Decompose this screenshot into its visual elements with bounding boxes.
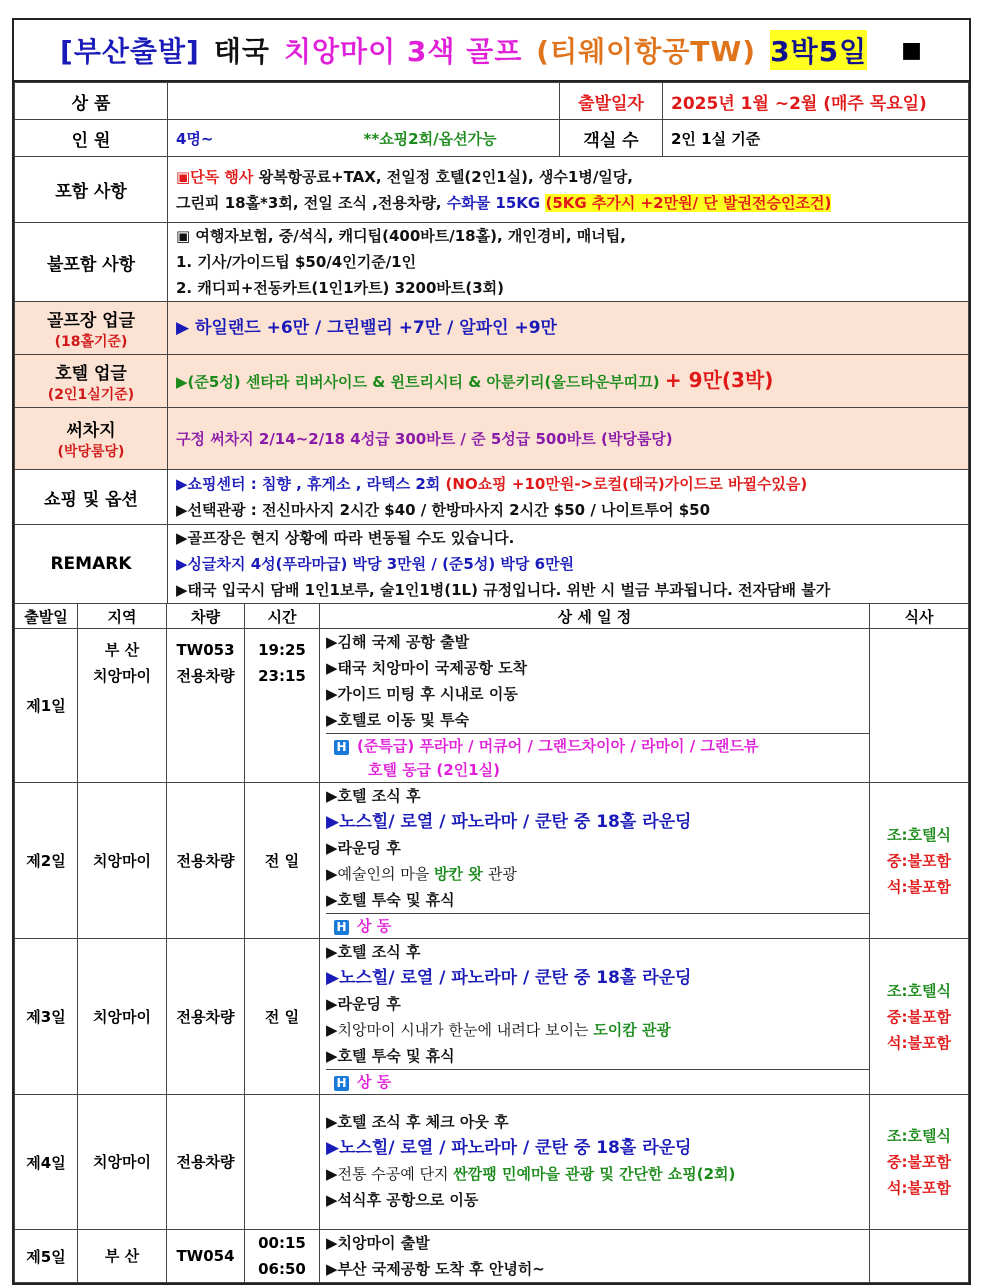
- day-label: 제5일: [15, 1230, 78, 1283]
- product-label: 상 품: [15, 83, 168, 120]
- text-line: [326, 1135, 869, 1161]
- time-cell-line: 전 일: [264, 1007, 300, 1026]
- schedule-detail: [320, 629, 870, 783]
- day-row: [15, 783, 969, 939]
- text-line: [326, 1256, 869, 1282]
- surcharge-label: [15, 408, 168, 470]
- text-segment: 구정 써차지 2/14~2/18 4성급 300바트 / 준 5성급 500바트 (박당룸당): [176, 429, 673, 448]
- text-line: [326, 939, 869, 965]
- text-line: [326, 1043, 869, 1069]
- region-cell-line: 부 산: [104, 641, 140, 659]
- time-cell: [245, 1230, 320, 1283]
- meal-item: 석:불포함: [887, 1033, 951, 1052]
- text-line: [326, 835, 869, 861]
- shopping-value: [168, 470, 969, 525]
- text-segment: 3박5일: [770, 30, 867, 70]
- text-segment: ▣ 여행자보험, 중/석식, 캐디팁(400바트/18홀), 개인경비, 매너팁,: [176, 227, 626, 245]
- hotel-line: [334, 734, 869, 758]
- text-segment: 관광: [487, 865, 517, 883]
- time-cell: [245, 1095, 320, 1230]
- day-label: 제3일: [15, 939, 78, 1095]
- info-table-2: [14, 156, 969, 604]
- itinerary-table: [14, 603, 969, 1283]
- time-cell-line: 06:50: [258, 1260, 306, 1278]
- text-line: [176, 164, 960, 190]
- day-label: 제4일: [15, 1095, 78, 1230]
- vehicle-cell: [167, 629, 245, 783]
- text-segment: ▶가이드 미팅 후 시내로 이동: [326, 685, 518, 703]
- schedule-detail: [320, 1230, 870, 1283]
- remark-label: REMARK: [15, 525, 168, 604]
- day-label: 제1일: [15, 629, 78, 783]
- region-cell: [78, 783, 167, 939]
- text-line: [326, 629, 869, 655]
- title-text: [60, 30, 867, 70]
- text-segment: ▶예술인의 마을: [326, 865, 435, 883]
- meal-item: 조:호텔식: [887, 1127, 951, 1145]
- text-line: [326, 1161, 869, 1187]
- text-line: [176, 577, 960, 603]
- text-segment: ▶태국 치앙마이 국제공항 도착: [326, 659, 528, 677]
- vehicle-cell-line: TW054: [176, 1247, 235, 1265]
- text-segment: ▶노스힐/ 로열 / 파노라마 / 쿤탄 중 18홀 라운딩: [326, 968, 692, 988]
- text-segment: 방칸 왓: [434, 865, 488, 883]
- time-cell-line: 00:15: [258, 1234, 306, 1252]
- text-segment: ▶치앙마이 출발: [326, 1234, 430, 1252]
- hotel-info: [326, 1069, 869, 1094]
- column-header: 지역: [78, 604, 167, 629]
- region-cell-line: 치앙마이: [93, 851, 151, 870]
- product-value: [168, 83, 560, 120]
- hotel-upgrade-label: [15, 355, 168, 408]
- golf-upgrade-value: [168, 302, 969, 355]
- text-segment: 도이캄 관광: [593, 1021, 671, 1039]
- vehicle-cell: [167, 939, 245, 1095]
- shopping-label: 쇼핑 및 옵션: [15, 470, 168, 525]
- text-segment: 2. 캐디피+전동카트(1인1카트) 3200바트(3회): [176, 279, 505, 297]
- text-line: [326, 783, 869, 809]
- hotel-text: 호텔 동급 (2인1실): [368, 761, 500, 779]
- meal-item: 중:불포함: [887, 1153, 951, 1171]
- text-segment: (5KG 추가시 +2만원/ 단 발권전승인조건): [545, 193, 832, 212]
- meal-item: 석:불포함: [887, 877, 951, 896]
- vehicle-cell-line: TW053: [176, 641, 235, 659]
- column-header: 출발일: [15, 604, 78, 629]
- rooms-label: 객실 수: [560, 120, 663, 157]
- text-line: [326, 965, 869, 991]
- hotel-info: [326, 913, 869, 938]
- region-cell: [78, 1095, 167, 1230]
- included-value: [168, 157, 969, 223]
- itinerary-header: [15, 604, 969, 629]
- text-segment: ▣단독 행사: [176, 167, 259, 186]
- text-line: [326, 1109, 869, 1135]
- text-segment: ▶석식후 공항으로 이동: [326, 1191, 479, 1209]
- text-segment: 수화물 15KG: [446, 193, 546, 212]
- region-cell-line: 치앙마이: [93, 667, 151, 685]
- page-title: [14, 20, 969, 82]
- time-cell: [245, 629, 320, 783]
- excluded-value: [168, 223, 969, 302]
- meal-item: 석:불포함: [887, 1179, 951, 1197]
- remark-value: [168, 525, 969, 604]
- text-line: [176, 525, 960, 551]
- region-cell: [78, 939, 167, 1095]
- text-line: [326, 655, 869, 681]
- vehicle-cell-line: 전용차량: [176, 851, 235, 870]
- text-line: [176, 471, 960, 497]
- vehicle-cell: [167, 783, 245, 939]
- text-segment: ▶선택관광 : 전신마사지 2시간 $40 / 한방마사지 2시간 $50 / 나이트투어 $50: [176, 501, 711, 519]
- text-line: [176, 223, 960, 249]
- text-line: [326, 707, 869, 733]
- hotel-line: [334, 758, 869, 782]
- golf-label: 골프장 업글: [46, 310, 136, 331]
- info-table: [14, 82, 969, 157]
- text-segment: (티웨이항공TW): [536, 35, 757, 68]
- day-row: [15, 1230, 969, 1283]
- text-line: [176, 551, 960, 577]
- hotel-text: (준특급) 푸라마 / 머큐어 / 그랜드차이아 / 라마이 / 그랜드뷰: [357, 737, 759, 755]
- column-header: 상 세 일 정: [320, 604, 870, 629]
- people-value: 4명~: [176, 129, 214, 148]
- meal-item: 조:호텔식: [887, 825, 951, 844]
- surcharge-value: [168, 408, 969, 470]
- column-header: 차량: [167, 604, 245, 629]
- vehicle-cell: [167, 1230, 245, 1283]
- people-note: **쇼핑2회/옵션가능: [363, 129, 497, 148]
- column-header: 시간: [245, 604, 320, 629]
- depart-value: 2025년 1월 ~2월 (매주 목요일): [663, 83, 969, 120]
- text-segment: ▶골프장은 현지 상황에 따라 변동될 수도 있습니다.: [176, 529, 515, 547]
- text-segment: ▶(준5성) 센타라 리버사이드 & 윈트리시티 & 아룬키리(올드타운부띠끄): [176, 373, 665, 391]
- text-segment: ▶호텔 조식 후: [326, 943, 421, 961]
- text-segment: 싼깜팽 민예마을 관광 및 간단한 쇼핑(2회): [453, 1165, 736, 1183]
- text-segment: ▶호텔 투숙 및 휴식: [326, 1047, 455, 1065]
- time-cell: [245, 939, 320, 1095]
- region-cell-line: 치앙마이: [93, 1007, 151, 1026]
- time-cell-line: 19:25: [258, 641, 306, 659]
- schedule-detail: [320, 783, 870, 939]
- column-header: 식사: [870, 604, 969, 629]
- time-cell-line: 23:15: [258, 667, 306, 685]
- region-cell-line: 치앙마이: [93, 1153, 151, 1171]
- excluded-label: 불포함 사항: [15, 223, 168, 302]
- text-segment: ▶노스힐/ 로열 / 파노라마 / 쿤탄 중 18홀 라운딩: [326, 1138, 692, 1158]
- meal-item: 중:불포함: [887, 1007, 951, 1026]
- hotel-label: 호텔 업글: [55, 363, 127, 384]
- text-segment: ▶전통 수공예 단지: [326, 1165, 454, 1183]
- day-row: [15, 629, 969, 783]
- text-line: [176, 249, 960, 275]
- text-line: [176, 190, 960, 216]
- meals-cell: [870, 1230, 969, 1283]
- time-cell-line: 전 일: [264, 851, 300, 870]
- depart-label: 출발일자: [560, 83, 663, 120]
- text-segment: ▶치앙마이 시내가 한눈에 내려다 보이는: [326, 1021, 594, 1039]
- text-segment: ▶ 하일랜드 +6만 / 그린밸리 +7만 / 알파인 +9만: [176, 318, 557, 338]
- golf-sub: (18홀기준): [54, 333, 128, 350]
- text-line: [176, 315, 960, 341]
- meals-cell: [870, 629, 969, 783]
- day-label: 제2일: [15, 783, 78, 939]
- text-segment: ▶호텔 조식 후: [326, 787, 421, 805]
- golf-upgrade-label: [15, 302, 168, 355]
- text-line: [326, 991, 869, 1017]
- text-segment: ▶부산 국제공항 도착 후 안녕히~: [326, 1260, 545, 1278]
- hotel-info: [326, 733, 869, 782]
- text-segment: ▶쇼핑센터 : 침향 , 휴게소 , 라텍스 2회: [176, 475, 446, 493]
- text-segment: 왕복항공료+TAX, 전일정 호텔(2인1실), 생수1병/일당,: [258, 167, 633, 186]
- vehicle-cell-line: 전용차량: [176, 1153, 235, 1171]
- hotel-icon: H: [334, 920, 349, 935]
- meals-cell: [870, 783, 969, 939]
- text-line: [326, 809, 869, 835]
- text-segment: ▶노스힐/ 로열 / 파노라마 / 쿤탄 중 18홀 라운딩: [326, 812, 692, 832]
- text-segment: ▶호텔로 이동 및 투숙: [326, 711, 470, 729]
- included-label: 포함 사항: [15, 157, 168, 223]
- text-segment: (NO쇼핑 +10만원->로컬(태국)가이드로 바뀔수있음): [445, 475, 808, 493]
- time-cell: [245, 783, 320, 939]
- document-frame: [12, 18, 971, 1285]
- region-cell-line: 부 산: [104, 1247, 140, 1265]
- hotel-icon: H: [334, 740, 349, 755]
- vehicle-cell: [167, 1095, 245, 1230]
- surcharge-sub: (박당룸당): [57, 444, 125, 460]
- text-line: [326, 1017, 869, 1043]
- text-line: [176, 426, 960, 452]
- text-segment: 태국: [213, 35, 270, 68]
- region-cell: [78, 1230, 167, 1283]
- people-cell: [168, 120, 560, 157]
- text-line: [326, 681, 869, 707]
- hotel-line: [334, 914, 869, 938]
- hotel-sub: (2인1실기준): [47, 386, 135, 403]
- day-row: [15, 939, 969, 1095]
- square-mark-icon: ■: [901, 37, 923, 63]
- text-segment: [부산출발]: [60, 35, 200, 68]
- hotel-text: 상 동: [357, 917, 392, 935]
- text-segment: ▶호텔 조식 후 체크 아웃 후: [326, 1113, 509, 1131]
- text-line: [176, 367, 960, 395]
- text-segment: ▶호텔 투숙 및 휴식: [326, 891, 455, 909]
- text-line: [326, 1187, 869, 1213]
- schedule-detail: [320, 939, 870, 1095]
- day-row: [15, 1095, 969, 1230]
- meal-item: 중:불포함: [887, 851, 951, 870]
- meals-cell: [870, 939, 969, 1095]
- text-segment: + 9만(3박): [664, 368, 774, 392]
- text-segment: 치앙마이 3색 골프: [283, 35, 523, 68]
- hotel-line: [334, 1070, 869, 1094]
- schedule-detail: [320, 1095, 870, 1230]
- text-segment: ▶라운딩 후: [326, 839, 401, 857]
- text-segment: 그린피 18홀*3회, 전일 조식 ,전용차량,: [176, 193, 447, 212]
- region-cell: [78, 629, 167, 783]
- text-segment: ▶태국 입국시 담배 1인1보루, 술1인1병(1L) 규정입니다. 위반 시 벌금 부과됩니다. 전자담배 불가: [176, 581, 831, 599]
- meal-item: 조:호텔식: [887, 981, 951, 1000]
- hotel-upgrade-value: [168, 355, 969, 408]
- text-line: [326, 887, 869, 913]
- people-label: 인 원: [15, 120, 168, 157]
- surcharge-title: 써차지: [66, 421, 116, 441]
- text-line: [176, 275, 960, 301]
- vehicle-cell-line: 전용차량: [176, 1007, 235, 1026]
- text-line: [176, 497, 960, 523]
- text-segment: 1. 기사/가이드팁 $50/4인기준/1인: [176, 253, 417, 271]
- hotel-icon: H: [334, 1076, 349, 1091]
- text-segment: ▶김해 국제 공항 출발: [326, 633, 470, 651]
- vehicle-cell-line: 전용차량: [176, 667, 235, 685]
- text-segment: ▶싱글차지 4성(푸라마급) 박당 3만원 / (준5성) 박당 6만원: [176, 555, 575, 573]
- text-line: [326, 1230, 869, 1256]
- hotel-text: 상 동: [357, 1073, 392, 1091]
- text-segment: ▶라운딩 후: [326, 995, 401, 1013]
- text-line: [326, 861, 869, 887]
- rooms-value: 2인 1실 기준: [663, 120, 969, 157]
- meals-cell: [870, 1095, 969, 1230]
